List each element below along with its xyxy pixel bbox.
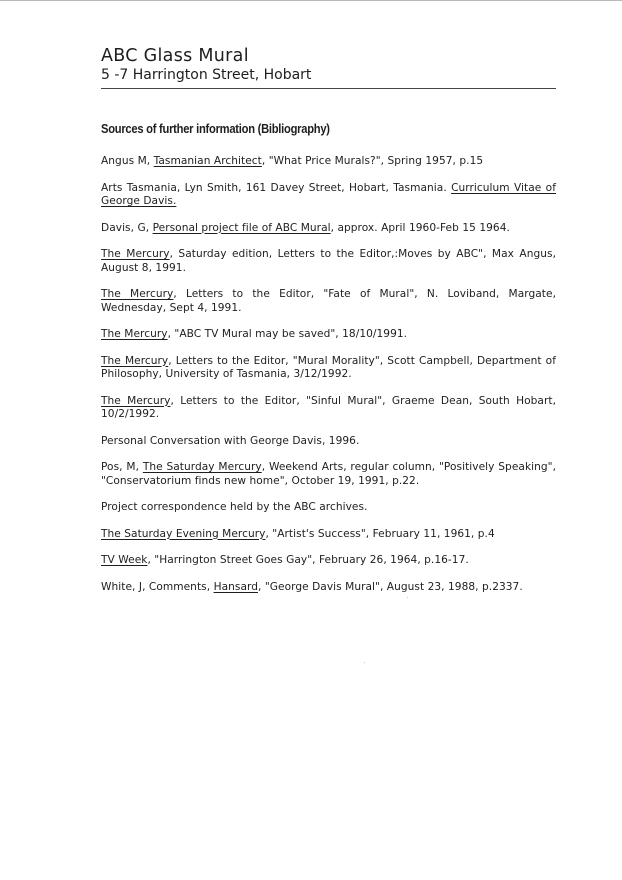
scan-speck [364, 662, 365, 663]
document-subtitle [101, 67, 556, 84]
reference-item: White, J, Comments, Hansard, "George Davis Mural", August 23, 1988, p.2337. [101, 580, 523, 593]
reference-item: The Mercury, Letters to the Editor, "Sinful Mural", Graeme Dean, South Hobart, 10/2/1992. [101, 394, 556, 420]
page-top-edge [0, 0, 622, 1]
reference-item: Project correspondence held by the ABC archives. [101, 501, 368, 513]
document-address: 5 -7 Harrington Street, Hobart [101, 67, 312, 83]
reference-item: TV Week, "Harrington Street Goes Gay", February 26, 1964, p.16-17. [101, 554, 469, 566]
reference-item: Angus M, Tasmanian Architect, "What Price Murals?", Spring 1957, p.15 [101, 155, 484, 167]
reference-item: The Mercury, Saturday edition, Letters to the Editor,:Moves by ABC", Max Angus, August 8, 1991. [101, 248, 556, 274]
document-header [101, 46, 556, 84]
reference-item: The Mercury, Letters to the Editor, "Fate of Mural", N. Loviband, Margate, Wednesday, Sept 4, 1991. [101, 288, 556, 314]
reference-item: Arts Tasmania, Lyn Smith, 161 Davey Street, Hobart, Tasmania. Curriculum Vitae of George Davis. [101, 181, 556, 207]
header-divider [101, 88, 556, 89]
reference-item: Personal Conversation with George Davis, 1996. [101, 434, 360, 447]
reference-list [101, 155, 556, 607]
reference-item: The Mercury, Letters to the Editor, "Mural Morality", Scott Campbell, Department of Philosophy, University of Tasmania, 3/12/1992. [101, 354, 556, 380]
scan-speck [407, 597, 408, 598]
reference-item: Davis, G, Personal project file of ABC Mural, approx. April 1960-Feb 15 1964. [101, 221, 510, 234]
reference-item: The Saturday Evening Mercury, "Artist's Success", February 11, 1961, p.4 [101, 527, 495, 540]
document-title: ABC Glass Mural [101, 46, 249, 66]
section-heading: Sources of further information (Bibliography) [101, 121, 330, 136]
reference-item: Pos, M, The Saturday Mercury, Weekend Arts, regular column, "Positively Speaking", "Conservatorium finds new home", October 19, 1991, p.22. [101, 461, 556, 487]
reference-item: The Mercury, "ABC TV Mural may be saved", 18/10/1991. [101, 328, 408, 340]
